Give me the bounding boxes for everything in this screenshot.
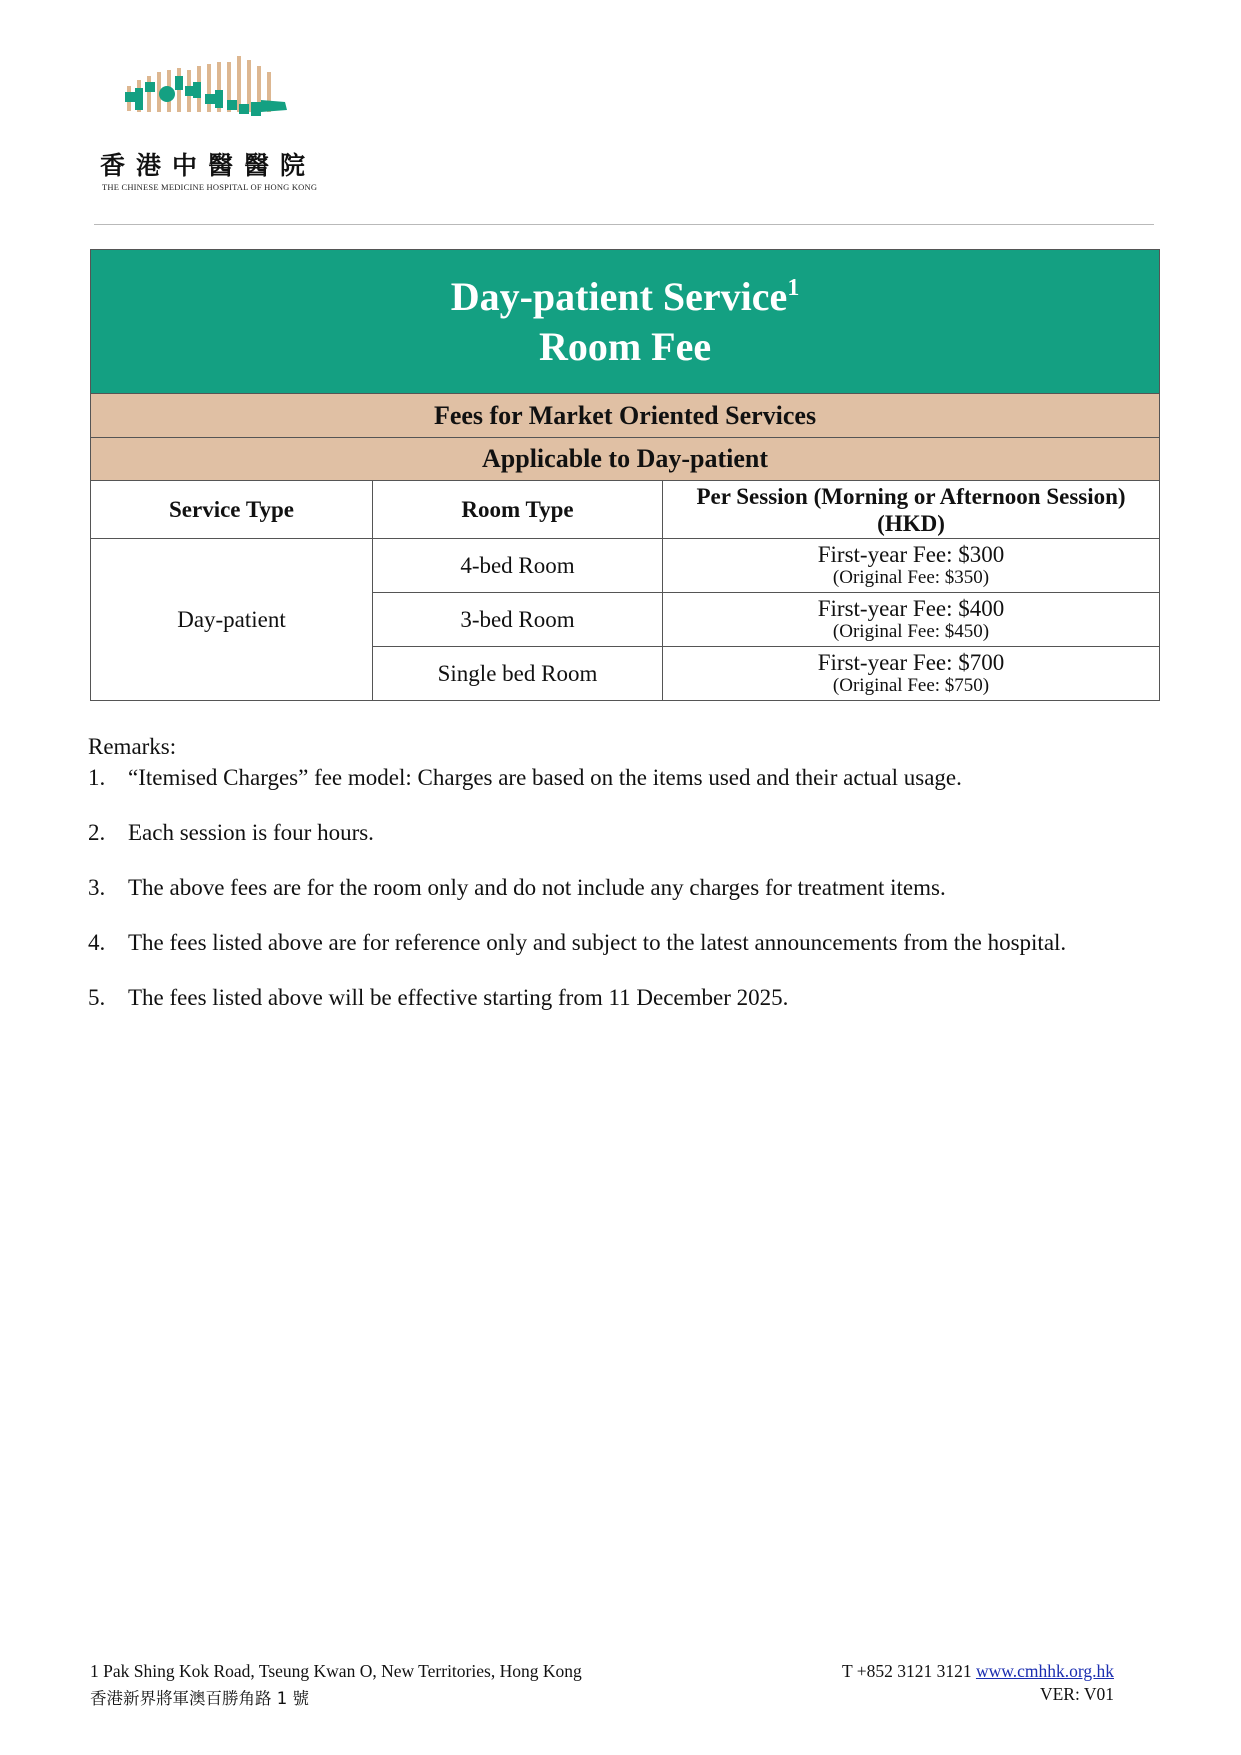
- table-title: [91, 250, 1160, 394]
- remark-number: 1.: [88, 765, 106, 790]
- first-year-fee: First-year Fee: $400: [817, 596, 1005, 621]
- footer-address: [90, 1658, 582, 1712]
- remark-item: [88, 874, 1188, 901]
- logo-chinese-name: 香港中醫醫院: [100, 151, 317, 180]
- address-chinese: 香港新界將軍澳百勝角路 1 號: [90, 1689, 309, 1708]
- phone-number: T +852 3121 3121: [841, 1661, 972, 1681]
- remark-number: 2.: [88, 820, 106, 845]
- header-per-session-line1: Per Session (Morning or Afternoon Session): [696, 483, 1126, 509]
- service-type-cell: Day-patient: [91, 539, 373, 701]
- room-type-cell: 3-bed Room: [373, 593, 663, 647]
- header-per-session: [663, 481, 1160, 539]
- original-fee: (Original Fee: $750): [832, 675, 990, 696]
- remarks-section: [88, 734, 1188, 1039]
- remark-item: [88, 819, 1188, 846]
- room-fee-table: [90, 249, 1160, 701]
- remark-text: The fees listed above will be effective starting from 11 December 2025.: [128, 985, 789, 1010]
- remark-text: The above fees are for the room only and do not include any charges for treatment items.: [128, 875, 946, 900]
- room-type-cell: Single bed Room: [373, 647, 663, 701]
- logo-english-name: THE CHINESE MEDICINE HOSPITAL OF HONG KONG: [102, 182, 318, 192]
- website-link[interactable]: www.cmhhk.org.hk: [975, 1661, 1114, 1681]
- remark-item: [88, 764, 1188, 791]
- remark-item: [88, 984, 1188, 1011]
- remark-number: 3.: [88, 875, 106, 900]
- header-per-session-line2: (HKD): [877, 510, 945, 536]
- first-year-fee: First-year Fee: $700: [817, 650, 1005, 675]
- title-line1: Day-patient Service: [450, 273, 788, 319]
- applicable-band: Applicable to Day-patient: [91, 438, 1160, 481]
- header-divider: [94, 224, 1154, 225]
- header-room-type: Room Type: [373, 481, 663, 539]
- original-fee: (Original Fee: $450): [832, 621, 990, 642]
- remarks-title: Remarks:: [88, 734, 177, 759]
- remark-text: The fees listed above are for reference only and subject to the latest announcements from the hospital.: [128, 930, 1067, 955]
- first-year-fee: First-year Fee: $300: [817, 542, 1005, 567]
- logo-bars-graphic: [125, 56, 325, 131]
- room-type-cell: 4-bed Room: [373, 539, 663, 593]
- remark-text: “Itemised Charges” fee model: Charges are based on the items used and their actual usage.: [128, 765, 962, 790]
- title-line2: Room Fee: [538, 323, 712, 369]
- market-services-band: Fees for Market Oriented Services: [91, 394, 1160, 438]
- hospital-logo: [100, 56, 350, 196]
- remark-text: Each session is four hours.: [128, 820, 374, 845]
- footer-contact: [842, 1660, 1114, 1706]
- title-footnote-mark: 1: [787, 274, 800, 301]
- original-fee: (Original Fee: $350): [832, 567, 990, 588]
- table-row: [91, 539, 1160, 593]
- remark-item: [88, 929, 1188, 956]
- address-english: 1 Pak Shing Kok Road, Tseung Kwan O, New Territories, Hong Kong: [90, 1661, 582, 1681]
- fee-cell: [663, 539, 1160, 593]
- header-service-type: Service Type: [91, 481, 373, 539]
- fee-cell: [663, 593, 1160, 647]
- remark-number: 5.: [88, 985, 106, 1010]
- fee-cell: [663, 647, 1160, 701]
- version-label: VER: V01: [1039, 1684, 1114, 1704]
- remark-number: 4.: [88, 930, 106, 955]
